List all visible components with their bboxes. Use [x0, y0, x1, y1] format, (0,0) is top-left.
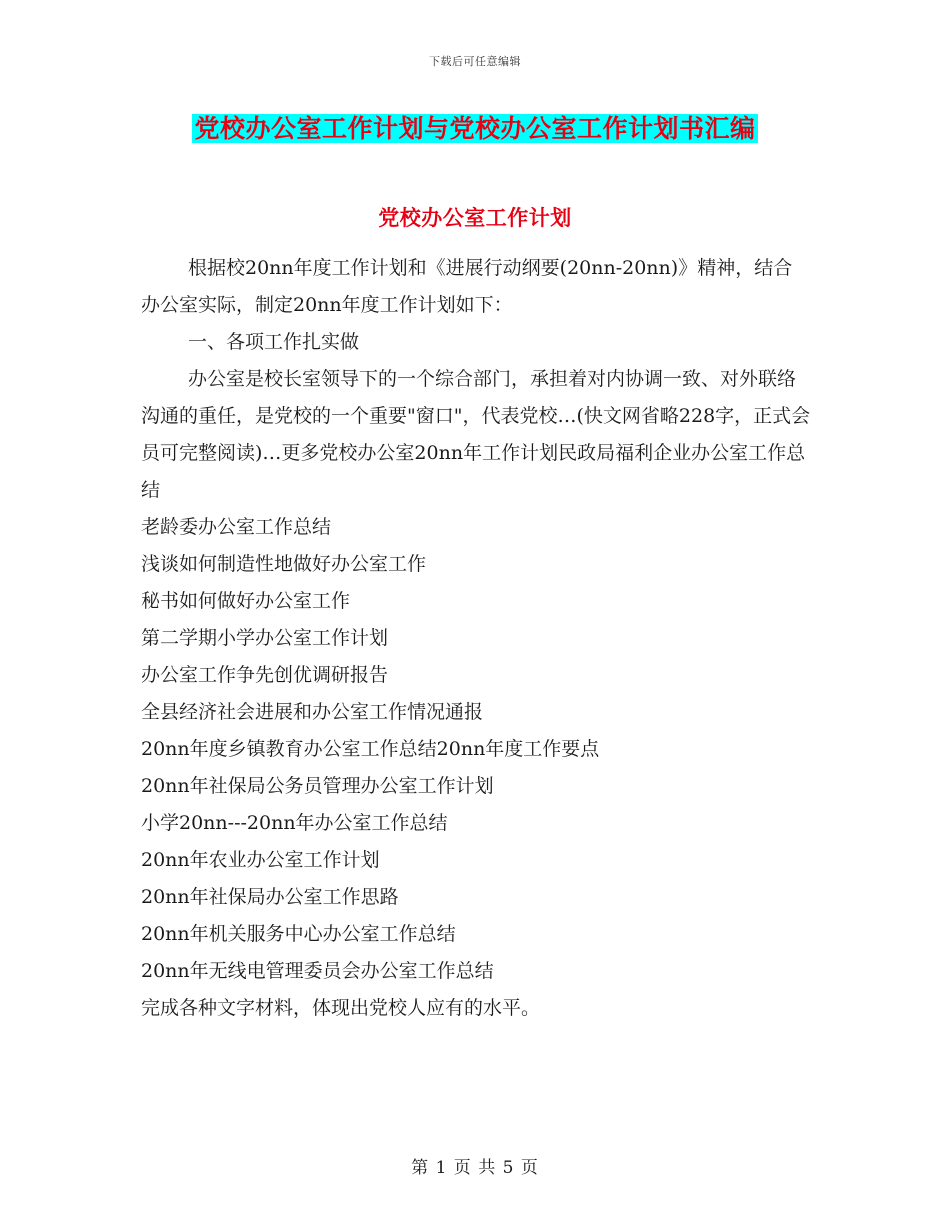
section-title: 党校办公室工作计划	[378, 205, 572, 230]
page-number: 第 1 页 共 5 页	[411, 1158, 539, 1178]
document-title	[0, 112, 950, 146]
list-item: 全县经济社会进展和办公室工作情况通报	[141, 701, 484, 723]
list-item: 老龄委办公室工作总结	[141, 516, 332, 538]
list-item: 第二学期小学办公室工作计划	[141, 627, 389, 649]
intro-paragraph: 根据校20nn年度工作计划和《进展行动纲要(20nn-20nn)》精神，结合办公室实际，制定20nn年度工作计划如下：	[141, 257, 793, 316]
list-item: 办公室工作争先创优调研报告	[141, 664, 389, 686]
list-item: 20nn年度乡镇教育办公室工作总结20nn年度工作要点	[141, 738, 600, 760]
list-item: 秘书如何做好办公室工作	[141, 590, 351, 612]
list-item: 小学20nn---20nn年办公室工作总结	[141, 812, 448, 834]
list-item: 20nn年社保局公务员管理办公室工作计划	[141, 775, 494, 797]
section-heading: 一、各项工作扎实做	[188, 331, 360, 353]
document-body	[141, 250, 811, 1027]
list-item: 20nn年无线电管理委员会办公室工作总结	[141, 960, 494, 982]
list-item: 20nn年社保局办公室工作思路	[141, 886, 399, 908]
body-paragraph: 办公室是校长室领导下的一个综合部门，承担着对内协调一致、对外联络沟通的重任，是党校的一个重要"窗口"，代表党校…(快文网省略228字，正式会员可完整阅读)…更多党校办公室20nn年工作计划民政局福利企业办公室工作总结	[141, 368, 811, 501]
list-item: 20nn年机关服务中心办公室工作总结	[141, 923, 456, 945]
header-note: 下载后可任意编辑	[429, 55, 521, 68]
document-title-text: 党校办公室工作计划与党校办公室工作计划书汇编	[194, 114, 756, 143]
closing-paragraph: 完成各种文字材料，体现出党校人应有的水平。	[141, 997, 541, 1019]
list-item: 20nn年农业办公室工作计划	[141, 849, 380, 871]
list-item: 浅谈如何制造性地做好办公室工作	[141, 553, 427, 575]
